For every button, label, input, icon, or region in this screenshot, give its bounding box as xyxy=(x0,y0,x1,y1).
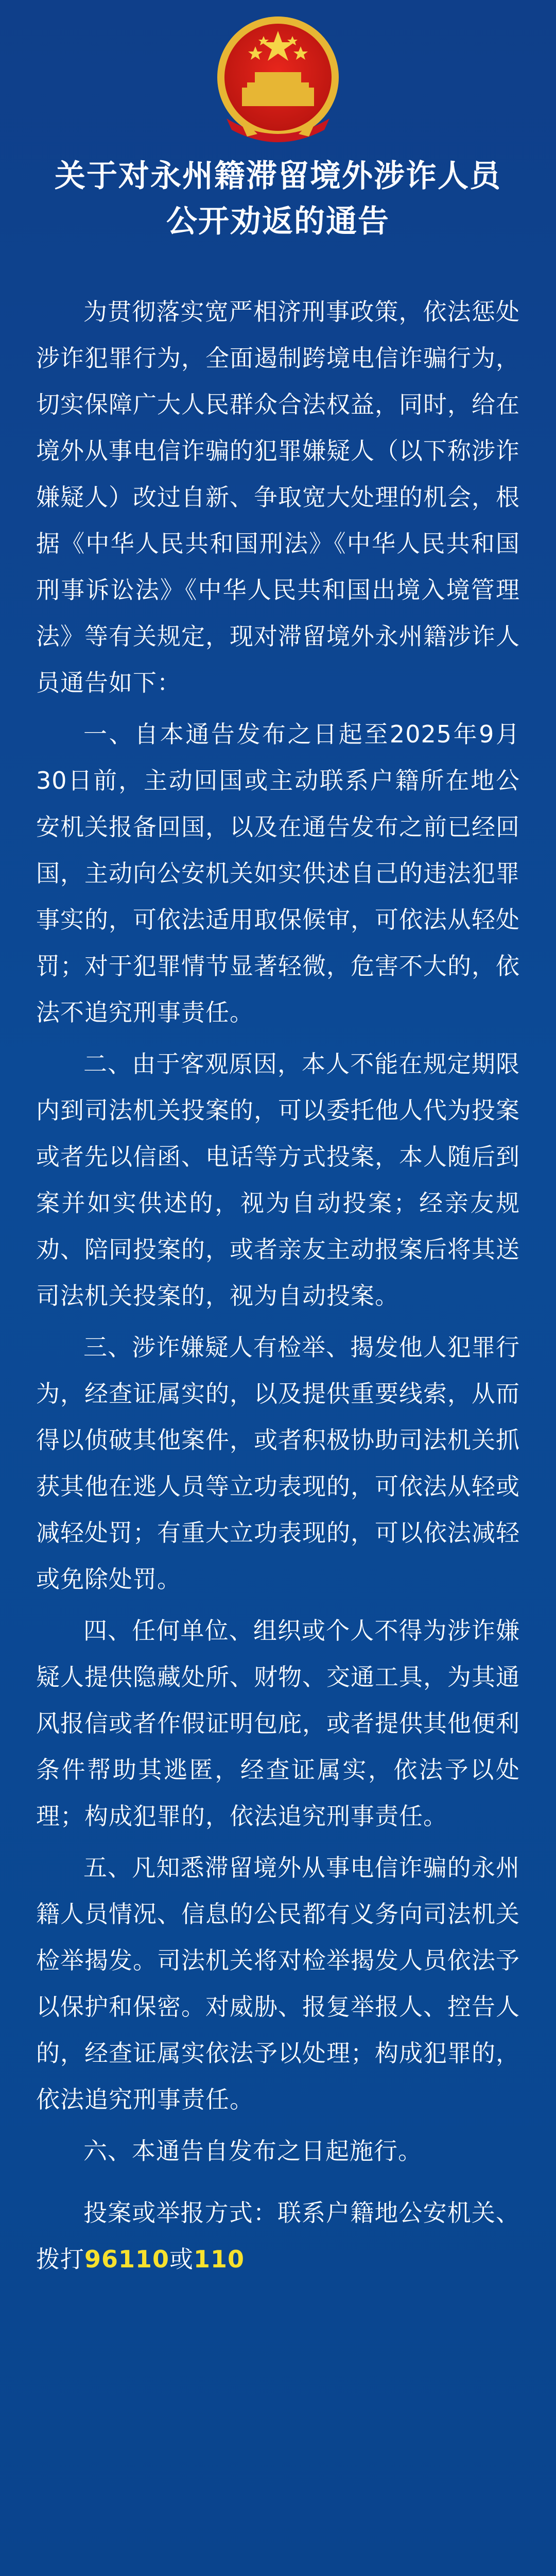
notice-title-line2: 公开劝返的通告 xyxy=(166,204,390,240)
notice-title-line1: 关于对永州籍滞留境外涉诈人员 xyxy=(55,158,501,194)
national-emblem-icon xyxy=(206,10,350,149)
clause-4-paragraph: 四、任何单位、组织或个人不得为涉诈嫌疑人提供隐藏处所、财物、交通工具，为其通风报信或者作假证明包庇，或者提供其他便利条件帮助其逃匿，经查证属实，依法予以处理；构成犯罪的，依法追究刑事责任。 xyxy=(36,1617,520,1830)
clause-5-paragraph: 五、凡知悉滞留境外从事电信诈骗的永州籍人员情况、信息的公民都有义务向司法机关检举揭发。司法机关将对检举揭发人员依法予以保护和保密。对威胁、报复举报人、控告人的，经查证属实依法予以处理；构成犯罪的，依法追究刑事责任。 xyxy=(36,1854,520,2113)
hotline-96110[interactable]: 96110 xyxy=(84,2245,170,2273)
contact-joiner: 或 xyxy=(169,2245,194,2273)
contact-prefix: 投案或举报方式：联系户籍地公安机关、拨打 xyxy=(36,2199,520,2273)
clause-3-paragraph: 三、涉诈嫌疑人有检举、揭发他人犯罪行为，经查证属实的，以及提供重要线索，从而得以侦破其他案件，或者积极协助司法机关抓获其他在逃人员等立功表现的，可依法从轻或减轻处罚；有重大立功表现的，可以依法减轻或免除处罚。 xyxy=(36,1333,520,1593)
contact-info xyxy=(36,2190,520,2282)
clause-6-paragraph: 六、本通告自发布之日起施行。 xyxy=(83,2137,422,2165)
intro-paragraph: 为贯彻落实宽严相济刑事政策，依法惩处涉诈犯罪行为，全面遏制跨境电信诈骗行为，切实保障广大人民群众合法权益，同时，给在境外从事电信诈骗的犯罪嫌疑人（以下称涉诈嫌疑人）改过自新、争取宽大处理的机会，根据《中华人民共和国刑法》《中华人民共和国刑事诉讼法》《中华人民共和国出境入境管理法》等有关规定，现对滞留境外永州籍涉诈人员通告如下： xyxy=(36,298,520,697)
clause-2-paragraph: 二、由于客观原因，本人不能在规定期限内到司法机关投案的，可以委托他人代为投案或者先以信函、电话等方式投案，本人随后到案并如实供述的，视为自动投案；经亲友规劝、陪同投案的，或者亲友主动报案后将其送司法机关投案的，视为自动投案。 xyxy=(36,1050,520,1310)
hotline-110[interactable]: 110 xyxy=(194,2245,245,2273)
notice-body xyxy=(36,289,520,2306)
clause-1-paragraph: 一、自本通告发布之日起至2025年9月30日前，主动回国或主动联系户籍所在地公安机关报备回国，以及在通告发布之前已经回国，主动向公安机关如实供述自己的违法犯罪事实的，可依法适用取保候审，可依法从轻处罚；对于犯罪情节显著轻微，危害不大的，依法不追究刑事责任。 xyxy=(36,720,520,1026)
